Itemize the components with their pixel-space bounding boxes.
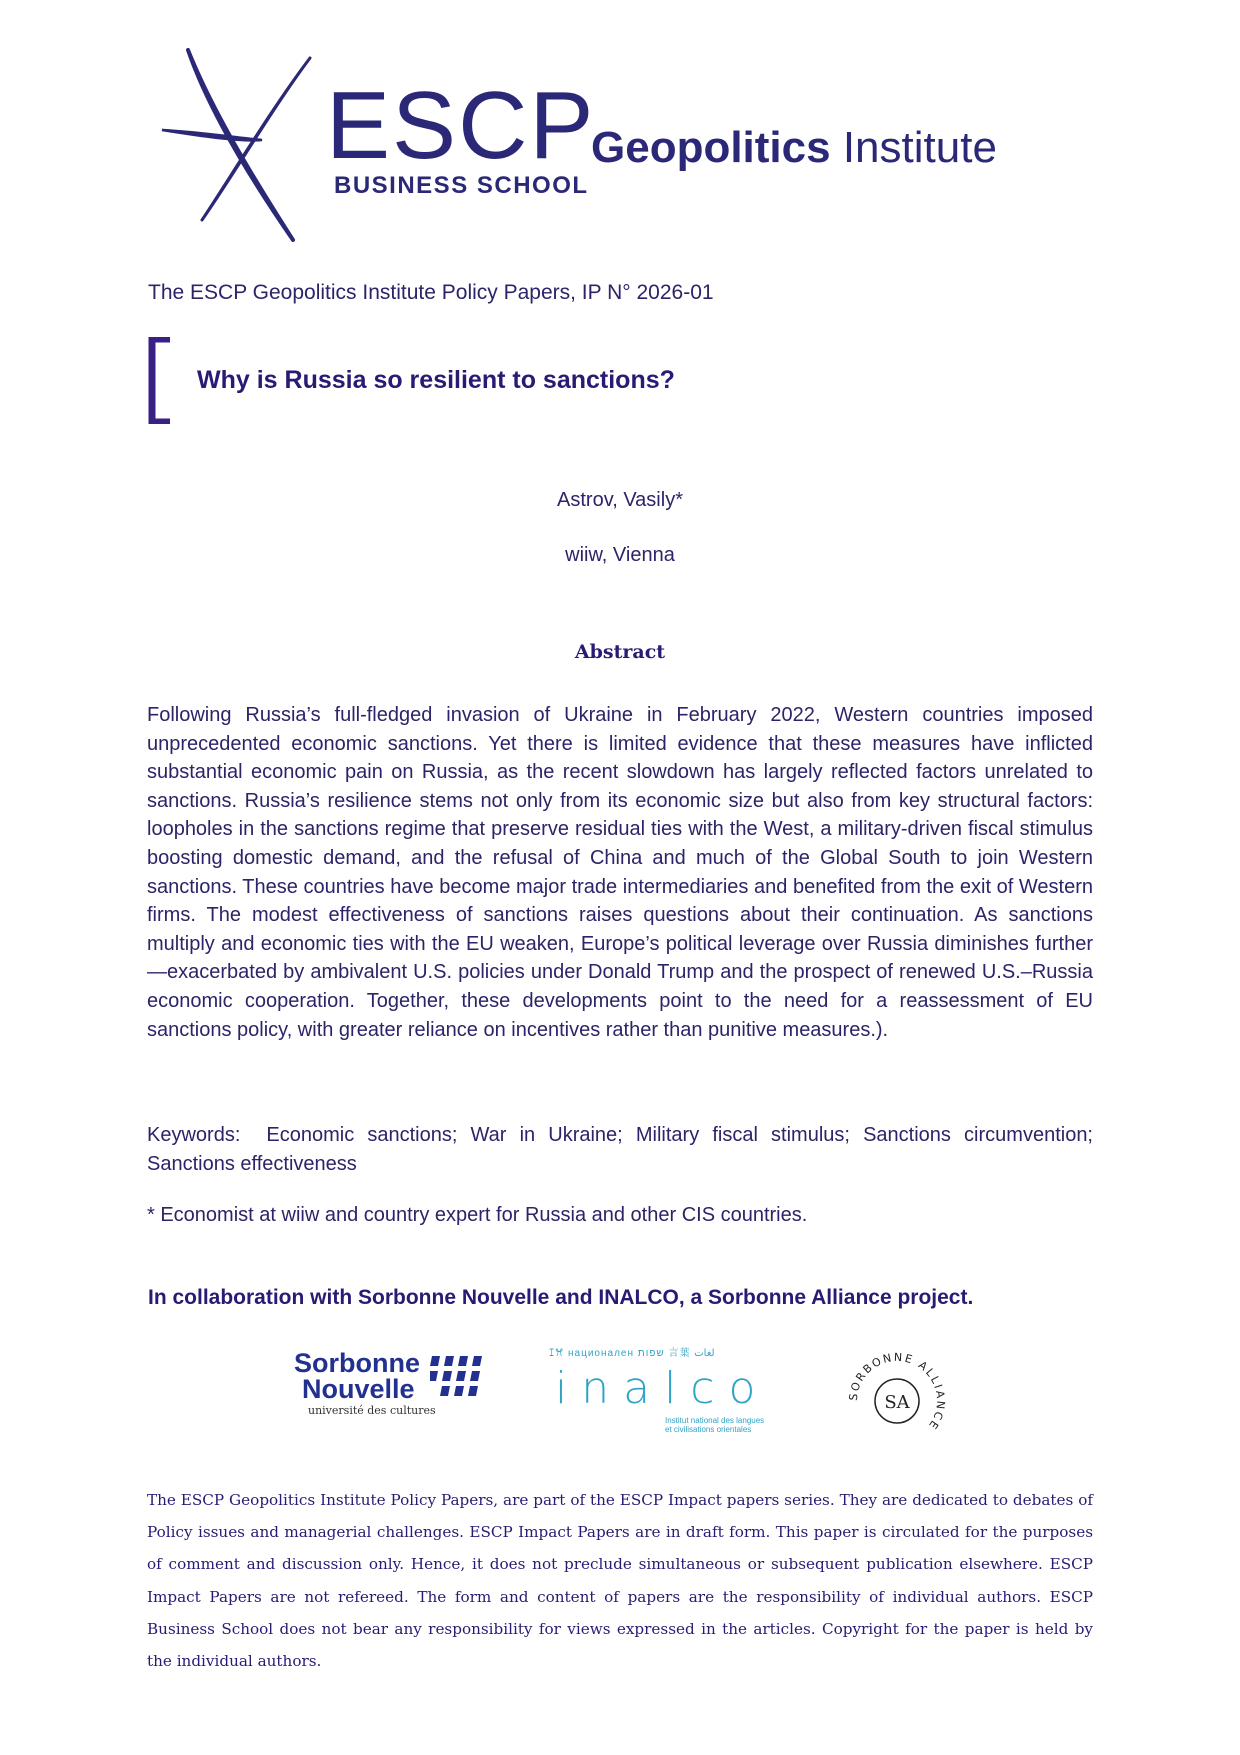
sorbonne-logo-line1: Sorbonne [294,1348,420,1378]
sorbonne-alliance-logo [842,1346,952,1456]
alliance-monogram: SA [884,1392,910,1413]
inalco-wordmark: inalco [555,1363,770,1414]
author-footnote: * Economist at wiiw and country expert for Russia and other CIS countries. [147,1204,808,1226]
keywords-list: Economic sanctions; War in Ukraine; Military fiscal stimulus; Sanctions circumvention; Sanctions effectiveness [147,1124,1093,1175]
author-affiliation: wiiw, Vienna [565,544,675,566]
abstract-heading: Abstract [574,641,666,663]
inalco-scripts: ꕯꕮ национален שפות 言葉 لغات [549,1348,715,1359]
series-line: The ESCP Geopolitics Institute Policy Papers, IP N° 2026-01 [148,281,714,304]
sorbonne-logo-tagline: université des cultures [308,1404,436,1417]
paper-title: Why is Russia so resilient to sanctions? [197,366,675,394]
sorbonne-logo-line2: Nouvelle [302,1374,415,1404]
inalco-logo [545,1348,770,1448]
inalco-subtitle: Institut national des langues et civilisations orientales [665,1416,765,1434]
disclaimer-text: The ESCP Geopolitics Institute Policy Papers, are part of the ESCP Impact papers series. They are dedicated to debates of Policy issues and managerial challenges. ESCP Impact Papers are in draft form. This paper is circulated for the purposes of comment and discussion only. Hence, it does not preclude simultaneous or subsequent publication elsewhere. ESCP Impact Papers are not refereed. The form and content of papers are the responsibility of individual authors. ESCP Business School does not bear any responsibility for views expressed in the articles. Copyright for the paper is held by the individual authors. [147,1491,1093,1671]
institute-name [591,122,997,174]
sorbonne-nouvelle-logo [290,1350,500,1430]
alliance-ring-text: SORBONNE ALLIANCE [846,1350,948,1433]
title-bracket-icon [148,337,172,424]
keywords [147,1121,1093,1178]
institute-name-bold: Geopolitics [591,123,831,172]
institute-name-thin: Institute [842,123,997,172]
escp-wordmark: ESCP [326,72,596,179]
escp-star-logo [160,48,320,244]
sorbonne-bars-icon [430,1354,490,1398]
author-name: Astrov, Vasily* [557,489,683,511]
business-school-label: BUSINESS SCHOOL [334,172,589,199]
collaboration-note: In collaboration with Sorbonne Nouvelle and INALCO, a Sorbonne Alliance project. [148,1286,974,1309]
keywords-label: Keywords: [147,1124,241,1146]
abstract-text: Following Russia’s full-fledged invasion of Ukraine in February 2022, Western countries imposed unprecedented economic sanctions. Yet there is limited evidence that these measures have inflicted substantial economic pain on Russia, as the recent slowdown has largely reflected factors unrelated to sanctions. Russia’s resilience stems not only from its economic size but also from key structural factors: loopholes in the sanctions regime that preserve residual ties with the West, a military-driven fiscal stimulus boosting domestic demand, and the refusal of China and much of the Global South to join Western sanctions. These countries have become major trade intermediaries and benefited from the exit of Western firms. The modest effectiveness of sanctions raises questions about their continuation. As sanctions multiply and economic ties with the EU weaken, Europe’s political leverage over Russia diminishes further—exacerbated by ambivalent U.S. policies under Donald Trump and the prospect of renewed U.S.–Russia economic cooperation. Together, these developments point to the need for a reassessment of EU sanctions policy, with greater reliance on incentives rather than punitive measures.). [147,704,1093,1041]
